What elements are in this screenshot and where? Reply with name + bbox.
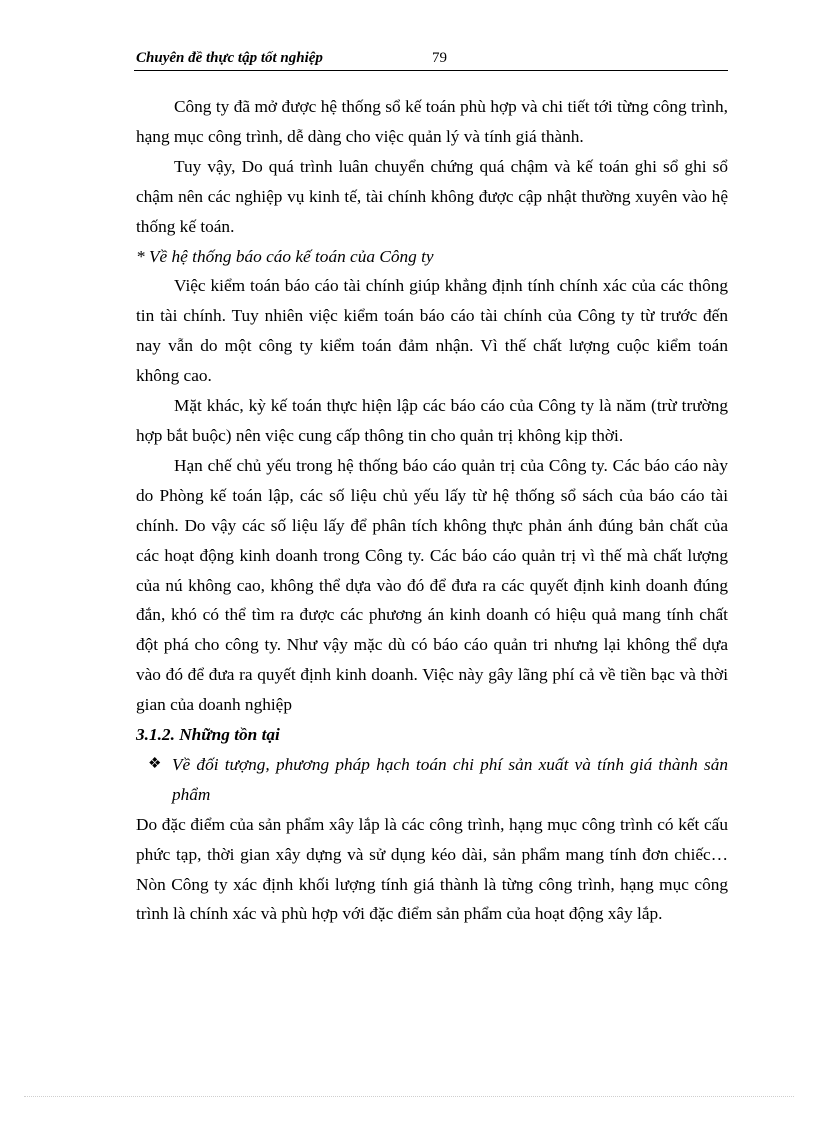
bullet-item xyxy=(136,750,728,810)
diamond-bullet-icon: ❖ xyxy=(148,755,162,772)
paragraph-6: Do đặc điểm của sản phẩm xây lắp là các công trình, hạng mục công trình có kết cấu phức tạp, thời gian xây dựng và sử dụng kéo dài, sản phẩm mang tính đơn chiếc…Nòn Công ty xác định khối lượng tính giá thành là từng công trình, hạng mục công trình là chính xác và phù hợp với đặc điểm sản phẩm của hoạt động xây lắp. xyxy=(136,814,728,924)
bullet-text: Về đối tượng, phương pháp hạch toán chi phí sản xuất và tính giá thành sản phẩm xyxy=(172,754,728,804)
paragraph-1: Công ty đã mở được hệ thống sổ kế toán phù hợp và chi tiết tới từng công trình, hạng mục công trình, dễ dàng cho việc quản lý và tính giá thành. xyxy=(136,97,728,146)
footer-divider xyxy=(24,1096,794,1097)
page-number: 79 xyxy=(432,50,447,66)
section-heading: 3.1.2. Những tồn tại xyxy=(136,725,280,745)
subheading-note: * Về hệ thống báo cáo kế toán của Công ty xyxy=(136,246,434,266)
header-title: Chuyên đề thực tập tốt nghiệp xyxy=(136,50,323,66)
paragraph-4: Mặt khác, kỳ kế toán thực hiện lập các báo cáo của Công ty là năm (trừ trường hợp bắt buộc) nên việc cung cấp thông tin cho quản trị không kịp thời. xyxy=(136,396,728,445)
paragraph-5: Hạn chế chủ yếu trong hệ thống báo cáo quản trị của Công ty. Các báo cáo này do Phòng kế toán lập, các số liệu chủ yếu lấy từ hệ thống sổ sách của báo cáo tài chính. Do vậy các số liệu lấy để phân tích không thực phản ánh đúng bản chất của các hoạt động kinh doanh trong Công ty. Các báo cáo quản trị vì thế mà chất lượng của nú không cao, không thể dựa vào đó để đưa ra các quyết định kinh doanh đúng đắn, khó có thể tìm ra được các phương án kinh doanh có hiệu quả mang tính chất đột phá cho công ty. Như vậy mặc dù có báo cáo quản tri nhưng lại không thể dựa vào đó để đưa ra quyết định kinh doanh. Việc này gây lãng phí cả về tiền bạc và thời gian của doanh nghiệp xyxy=(136,455,728,715)
page-content xyxy=(136,92,728,929)
page-header xyxy=(134,50,728,71)
paragraph-3: Việc kiểm toán báo cáo tài chính giúp khẳng định tính chính xác của các thông tin tài chính. Tuy nhiên việc kiểm toán báo cáo tài chính của Công ty từ trước đến nay vẫn do một công ty kiểm toán đảm nhận. Vì thế chất lượng cuộc kiểm toán không cao. xyxy=(136,276,728,386)
paragraph-2: Tuy vậy, Do quá trình luân chuyển chứng quá chậm và kế toán ghi sổ ghi sổ chậm nên các nghiệp vụ kinh tế, tài chính không được cập nhật thường xuyên vào hệ thống kế toán. xyxy=(136,156,728,236)
